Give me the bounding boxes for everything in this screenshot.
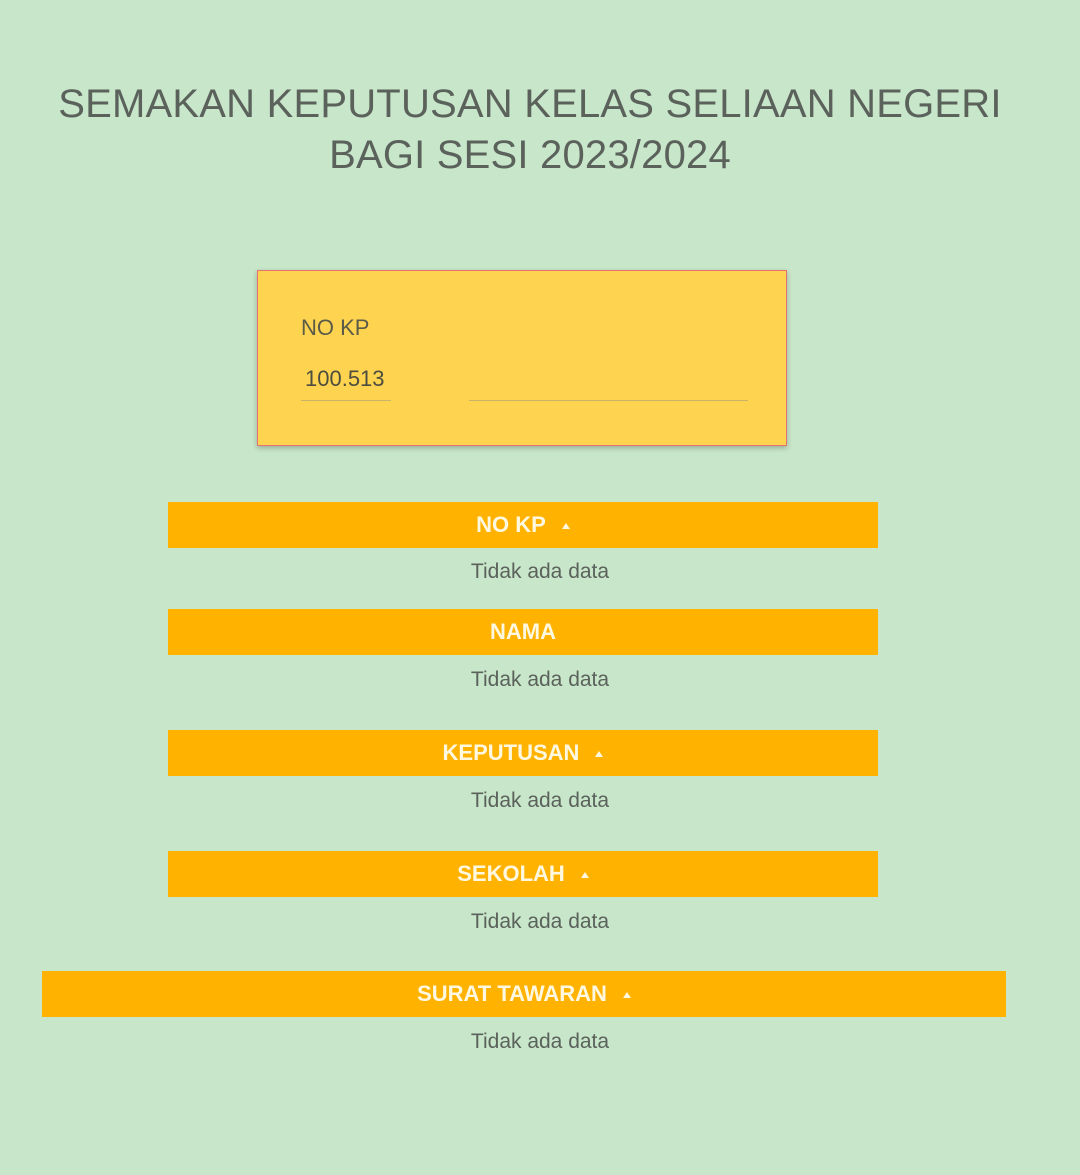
column-header-label: SURAT TAWARAN <box>417 981 607 1006</box>
empty-message-nama: Tidak ada data <box>470 668 610 691</box>
column-header-nama[interactable] <box>168 609 878 655</box>
column-header-surat-tawaran[interactable] <box>42 971 1006 1017</box>
column-header-no-kp[interactable] <box>168 502 878 548</box>
column-header-label: NAMA <box>490 619 556 644</box>
sort-up-icon <box>623 992 631 998</box>
column-header-label: KEPUTUSAN <box>442 740 580 765</box>
sort-up-icon <box>581 872 589 878</box>
sort-up-icon <box>562 523 570 529</box>
redaction-mask <box>391 363 469 405</box>
empty-message-surat-tawaran: Tidak ada data <box>470 1030 610 1053</box>
search-card <box>257 270 787 446</box>
page-title <box>30 79 1030 181</box>
empty-message-keputusan: Tidak ada data <box>470 789 610 812</box>
empty-message-sekolah: Tidak ada data <box>470 910 610 933</box>
sort-up-icon <box>595 751 603 757</box>
empty-message-no-kp: Tidak ada data <box>470 560 610 583</box>
column-header-label: NO KP <box>476 512 546 537</box>
column-header-label: SEKOLAH <box>457 861 565 886</box>
page-title-line2: BAGI SESI 2023/2024 <box>329 132 731 177</box>
column-header-keputusan[interactable] <box>168 730 878 776</box>
no-kp-input[interactable] <box>301 357 748 401</box>
page-title-line1: SEMAKAN KEPUTUSAN KELAS SELIAAN NEGERI <box>58 81 1002 126</box>
no-kp-label: NO KP <box>301 315 370 340</box>
column-header-sekolah[interactable] <box>168 851 878 897</box>
